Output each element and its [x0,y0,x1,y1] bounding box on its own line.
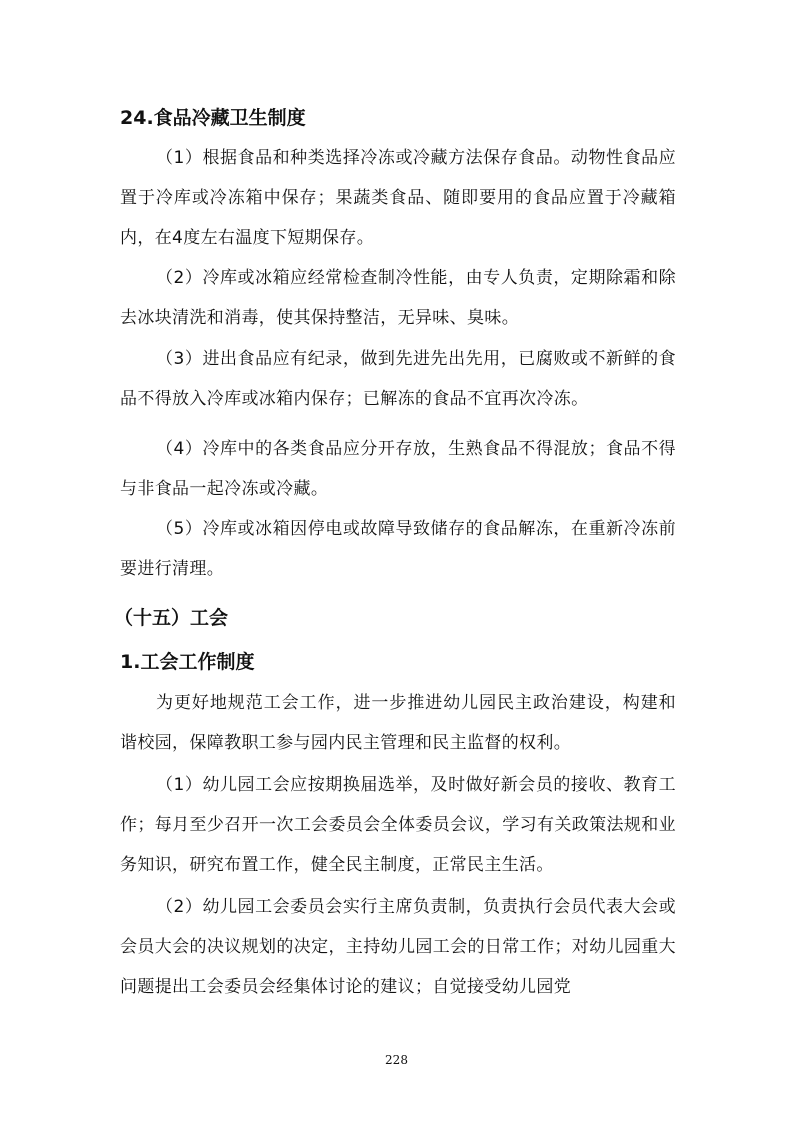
section-1-item-1: （1）幼儿园工会应按期换届选举，及时做好新会员的接收、教育工作；每月至少召开一次工会委员会全体委员会议，学习有关政策法规和业务知识，研究布置工作，健全民主制度，正常民主生活。 [120,775,676,875]
section-1-title: 1.工会工作制度 [120,651,255,673]
section-24-title: 24.食品冷藏卫生制度 [120,107,306,129]
section-24-item-5: （5）冷库或冰箱因停电或故障导致储存的食品解冻，在重新冷冻前要进行清理。 [120,519,676,579]
section-24-item-2: （2）冷库或冰箱应经常检查制冷性能，由专人负责，定期除霜和除去冰块清洗和消毒，使其保持整洁，无异味、臭味。 [120,268,676,328]
page-number: 228 [385,1053,408,1067]
chapter-15-title: （十五）工会 [114,607,229,629]
section-1-intro: 为更好地规范工会工作，进一步推进幼儿园民主政治建设，构建和谐校园，保障教职工参与园内民主管理和民主监督的权利。 [120,693,676,753]
section-24-item-1: （1）根据食品和种类选择冷冻或冷藏方法保存食品。动物性食品应置于冷库或冷冻箱中保存；果蔬类食品、随即要用的食品应置于冷藏箱内，在4度左右温度下短期保存。 [120,148,676,248]
section-1-item-2: （2）幼儿园工会委员会实行主席负责制，负责执行会员代表大会或会员大会的决议规划的决定，主持幼儿园工会的日常工作；对幼儿园重大问题提出工会委员会经集体讨论的建议；自觉接受幼儿园党 [120,897,676,997]
section-24-item-3: （3）进出食品应有纪录，做到先进先出先用，已腐败或不新鲜的食品不得放入冷库或冰箱内保存；已解冻的食品不宜再次冷冻。 [120,349,676,409]
section-24-item-4: （4）冷库中的各类食品应分开存放，生熟食品不得混放；食品不得与非食品一起冷冻或冷藏。 [120,439,676,499]
